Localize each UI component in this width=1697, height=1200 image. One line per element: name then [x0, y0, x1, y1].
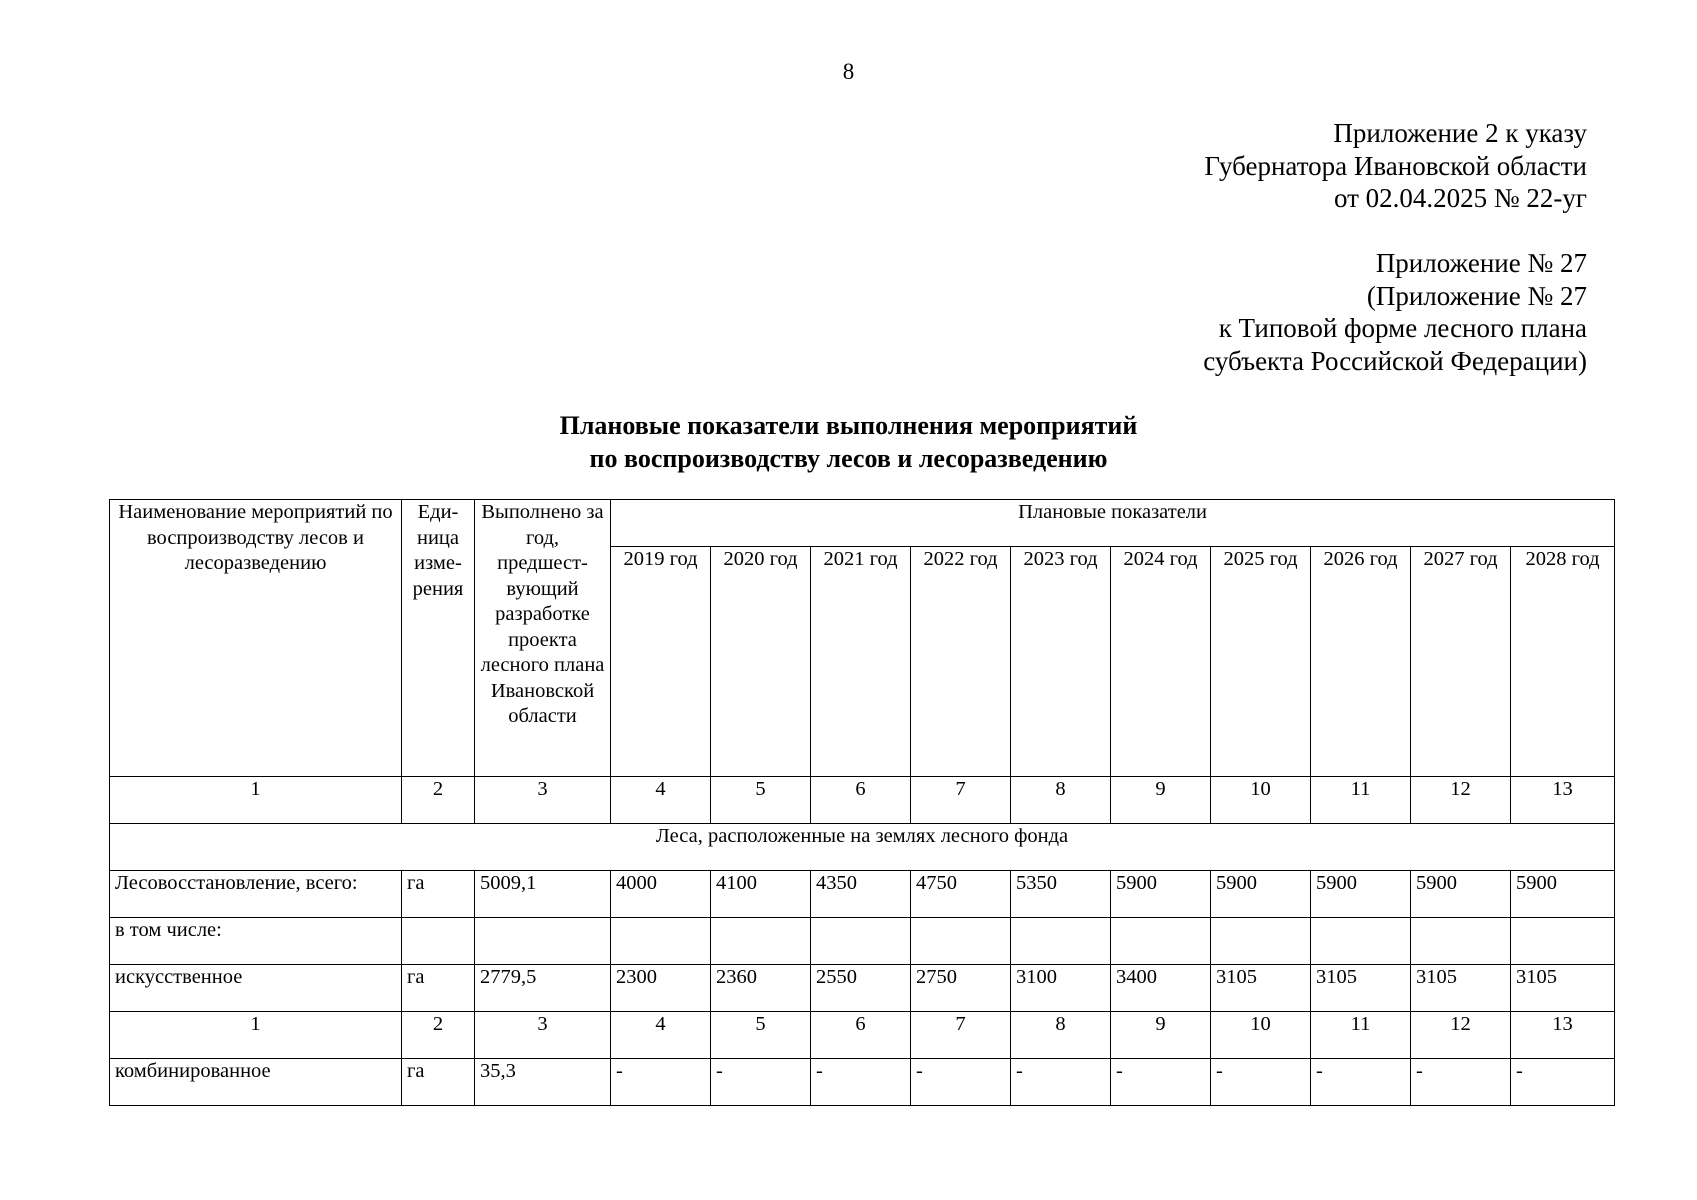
- row-value: [1211, 918, 1311, 965]
- row-value: 5900: [1511, 871, 1615, 918]
- row-unit: га: [402, 1059, 475, 1106]
- column-number: 7: [911, 1012, 1011, 1059]
- row-value: -: [711, 1059, 811, 1106]
- header-year: 2021 год: [811, 547, 911, 777]
- row-name: комбинированное: [110, 1059, 402, 1106]
- column-number: 4: [611, 1012, 711, 1059]
- column-number: 4: [611, 777, 711, 824]
- header-year: 2025 год: [1211, 547, 1311, 777]
- row-value: [811, 918, 911, 965]
- column-number: 8: [1011, 1012, 1111, 1059]
- row-value: [911, 918, 1011, 965]
- appendix-line: (Приложение № 27: [1366, 280, 1587, 311]
- appendix-line: Приложение № 27: [1375, 248, 1587, 278]
- column-number: 11: [1311, 777, 1411, 824]
- appendix-governor-decree: [1204, 117, 1587, 215]
- header-year: 2026 год: [1311, 547, 1411, 777]
- row-value: [1011, 918, 1111, 965]
- column-number: 11: [1311, 1012, 1411, 1059]
- row-unit: га: [402, 871, 475, 918]
- column-number: 13: [1511, 777, 1615, 824]
- section-row: [110, 824, 1615, 871]
- row-done: 5009,1: [475, 871, 611, 918]
- header-year: 2023 год: [1011, 547, 1111, 777]
- row-value: 5900: [1111, 871, 1211, 918]
- section-title: Леса, расположенные на землях лесного фонда: [110, 824, 1615, 871]
- column-number: 1: [110, 1012, 402, 1059]
- row-value: -: [1411, 1059, 1511, 1106]
- row-value: 2550: [811, 965, 911, 1012]
- header-year: 2019 год: [611, 547, 711, 777]
- row-value: 5350: [1011, 871, 1111, 918]
- column-number-row: [110, 777, 1615, 824]
- column-number: 6: [811, 777, 911, 824]
- row-value: [1411, 918, 1511, 965]
- column-number: 6: [811, 1012, 911, 1059]
- column-number: 5: [711, 777, 811, 824]
- row-value: 4350: [811, 871, 911, 918]
- row-value: -: [1311, 1059, 1411, 1106]
- column-number: 2: [402, 1012, 475, 1059]
- column-number-row: [110, 1012, 1615, 1059]
- row-value: -: [1011, 1059, 1111, 1106]
- row-value: -: [1211, 1059, 1311, 1106]
- column-number: 7: [911, 777, 1011, 824]
- title-line: по воспроизводству лесов и лесоразведению: [589, 444, 1108, 473]
- header-plan: Плановые показатели: [611, 500, 1615, 547]
- header-unit: Еди-ница изме-рения: [402, 500, 475, 777]
- row-value: 5900: [1211, 871, 1311, 918]
- row-value: [711, 918, 811, 965]
- column-number: 10: [1211, 1012, 1311, 1059]
- column-number: 3: [475, 1012, 611, 1059]
- row-value: -: [811, 1059, 911, 1106]
- row-done: 2779,5: [475, 965, 611, 1012]
- column-number: 5: [711, 1012, 811, 1059]
- row-done: [475, 918, 611, 965]
- row-value: -: [611, 1059, 711, 1106]
- row-value: 3105: [1211, 965, 1311, 1012]
- column-number: 12: [1411, 777, 1511, 824]
- row-value: 4000: [611, 871, 711, 918]
- row-unit: [402, 918, 475, 965]
- document-title: [0, 409, 1697, 475]
- row-done: 35,3: [475, 1059, 611, 1106]
- column-number: 9: [1111, 777, 1211, 824]
- row-name: искусственное: [110, 965, 402, 1012]
- row-value: 5900: [1411, 871, 1511, 918]
- table-body: [110, 777, 1615, 1106]
- row-value: 4750: [911, 871, 1011, 918]
- header-done: Выполнено за год, предшест-вующий разработке проекта лесного плана Ивановской области: [475, 500, 611, 777]
- row-value: 3400: [1111, 965, 1211, 1012]
- column-number: 13: [1511, 1012, 1615, 1059]
- appendix-line: Приложение 2 к указу: [1333, 118, 1587, 148]
- row-value: [1511, 918, 1615, 965]
- header-year: 2027 год: [1411, 547, 1511, 777]
- appendix-typical-form: [1203, 247, 1587, 377]
- row-value: 3105: [1511, 965, 1615, 1012]
- header-year: 2020 год: [711, 547, 811, 777]
- table-row: [110, 965, 1615, 1012]
- page-number: 8: [842, 59, 855, 84]
- header-year: 2022 год: [911, 547, 1011, 777]
- column-number: 8: [1011, 777, 1111, 824]
- table-row: [110, 1059, 1615, 1106]
- header-year: 2024 год: [1111, 547, 1211, 777]
- row-value: 2300: [611, 965, 711, 1012]
- row-value: 3105: [1411, 965, 1511, 1012]
- row-unit: га: [402, 965, 475, 1012]
- appendix-line: Губернатора Ивановской области: [1204, 150, 1587, 181]
- row-name: в том числе:: [110, 918, 402, 965]
- row-value: [1111, 918, 1211, 965]
- plan-indicators-table: [109, 499, 1615, 1106]
- row-value: 4100: [711, 871, 811, 918]
- table-row: [110, 918, 1615, 965]
- column-number: 3: [475, 777, 611, 824]
- row-value: 2360: [711, 965, 811, 1012]
- row-value: 5900: [1311, 871, 1411, 918]
- column-number: 1: [110, 777, 402, 824]
- row-value: -: [1111, 1059, 1211, 1106]
- header-year: 2028 год: [1511, 547, 1615, 777]
- row-value: 2750: [911, 965, 1011, 1012]
- row-value: -: [1511, 1059, 1615, 1106]
- row-name: Лесовосстановление, всего:: [110, 871, 402, 918]
- row-value: [611, 918, 711, 965]
- row-value: 3105: [1311, 965, 1411, 1012]
- header-name: Наименование мероприятий по воспроизводству лесов и лесоразведению: [110, 500, 402, 777]
- row-value: [1311, 918, 1411, 965]
- row-value: -: [911, 1059, 1011, 1106]
- row-value: 3100: [1011, 965, 1111, 1012]
- column-number: 10: [1211, 777, 1311, 824]
- appendix-line: от 02.04.2025 № 22-уг: [1333, 183, 1587, 213]
- table-row: [110, 871, 1615, 918]
- column-number: 12: [1411, 1012, 1511, 1059]
- column-number: 9: [1111, 1012, 1211, 1059]
- title-line: Плановые показатели выполнения мероприятий: [559, 411, 1138, 440]
- header-row: [110, 500, 1615, 547]
- column-number: 2: [402, 777, 475, 824]
- appendix-line: к Типовой форме лесного плана: [1218, 313, 1587, 343]
- appendix-line: субъекта Российской Федерации): [1203, 345, 1587, 376]
